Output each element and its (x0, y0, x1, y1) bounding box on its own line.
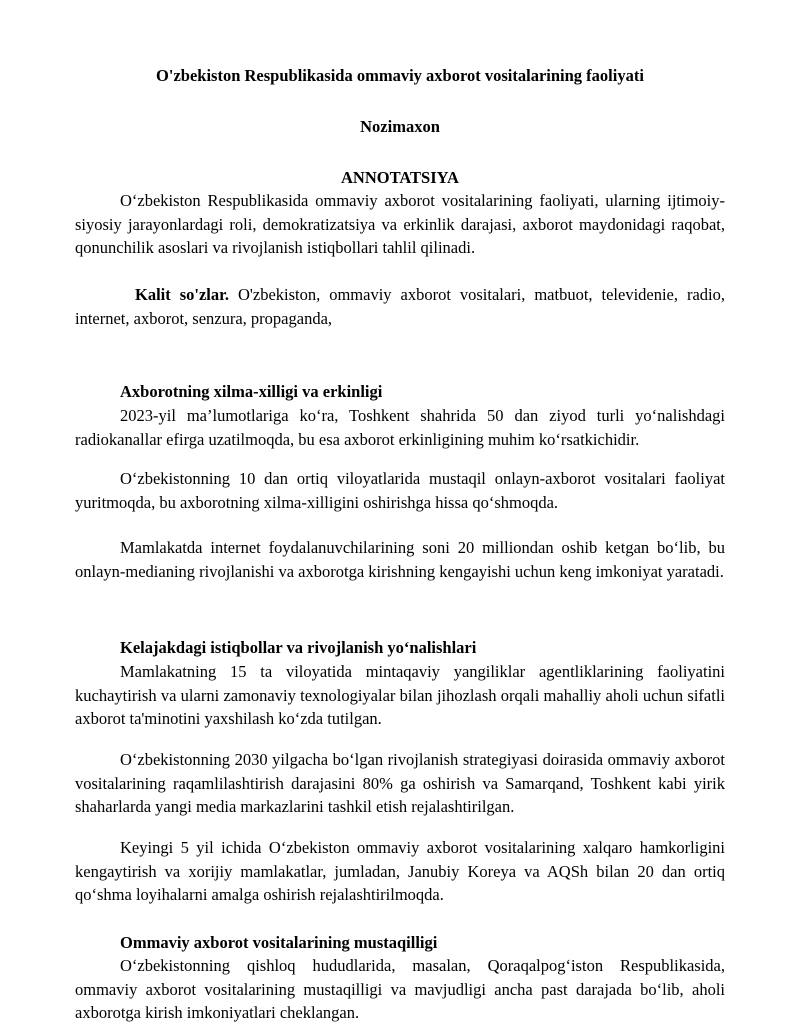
section-paragraph: Mamlakatning 15 ta viloyatida mintaqaviy yangiliklar agentliklarining faoliyatini kuchaytirish va ularni zamonaviy texnologiyalar bilan jihozlash orqali mahalliy aholi uchun sifatli axborot ta'minotini yaxshilash ko‘zda tutilgan. (75, 662, 725, 728)
author-name: Nozimaxon (360, 117, 440, 136)
document-title: O'zbekiston Respublikasida ommaviy axborot vositalarining faoliyati (156, 66, 644, 85)
keywords-text: O'zbekiston, ommaviy axborot vositalari, matbuot, televidenie, radio, internet, axborot, senzura, propaganda, (75, 285, 725, 328)
keywords-label: Kalit so'zlar. (135, 285, 230, 304)
section-paragraph: O‘zbekistonning 10 dan ortiq viloyatlarida mustaqil onlayn-axborot vositalari faoliyat yuritmoqda, bu axborotning xilma-xilligini oshirishga hissa qo‘shmoqda. (75, 469, 725, 512)
section-heading: Axborotning xilma-xilligi va erkinligi (120, 382, 383, 401)
annotation-heading: ANNOTATSIYA (341, 168, 459, 187)
section-heading: Ommaviy axborot vositalarining mustaqilligi (120, 933, 438, 952)
section-heading: Kelajakdagi istiqbollar va rivojlanish yo‘nalishlari (120, 638, 477, 657)
section-paragraph: Keyingi 5 yil ichida O‘zbekiston ommaviy axborot vositalarining xalqaro hamkorligini kengaytirish va xorijiy mamlakatlar, jumladan, Janubiy Koreya va AQSh bilan 20 dan ortiq qo‘shma loyihalarni amalga oshirish rejalashtirilmoqda. (75, 838, 725, 904)
section-paragraph: O‘zbekistonning 2030 yilgacha bo‘lgan rivojlanish strategiyasi doirasida ommaviy axborot vositalarining raqamlilashtirish darajasini 80% ga oshirish va Samarqand, Toshkent kabi yirik shaharlarda yangi media markazlarini tashkil etish rejalashtirilgan. (75, 750, 725, 816)
section-paragraph: 2023-yil ma’lumotlariga ko‘ra, Toshkent shahrida 50 dan ziyod turli yo‘nalishdagi radiokanallar efirga uzatilmoqda, bu esa axborot erkinligining muhim ko‘rsatkichidir. (75, 406, 725, 449)
section-paragraph: Mamlakatda internet foydalanuvchilarining soni 20 milliondan oshib ketgan bo‘lib, bu onlayn-medianing rivojlanishi va axborotga kirishning kengayishi uchun keng imkoniyat yaratadi. (75, 538, 725, 581)
annotation-paragraph: O‘zbekiston Respublikasida ommaviy axborot vositalarining faoliyati, ularning ijtimoiy-siyosiy jarayonlardagi roli, demokratizatsiya va erkinlik darajasi, axborot maydonidagi raqobat, qonunchilik asoslari va rivojlanish istiqbollari tahlil qilinadi. (75, 191, 725, 257)
keywords-paragraph (75, 283, 725, 330)
section-paragraph: O‘zbekistonning qishloq hududlarida, masalan, Qoraqalpog‘iston Respublikasida, ommaviy axborot vositalarining mustaqilligi va mavjudligi ancha past darajada bo‘lib, aholi axborotga kirish imkoniyatlari cheklangan. (75, 956, 725, 1022)
